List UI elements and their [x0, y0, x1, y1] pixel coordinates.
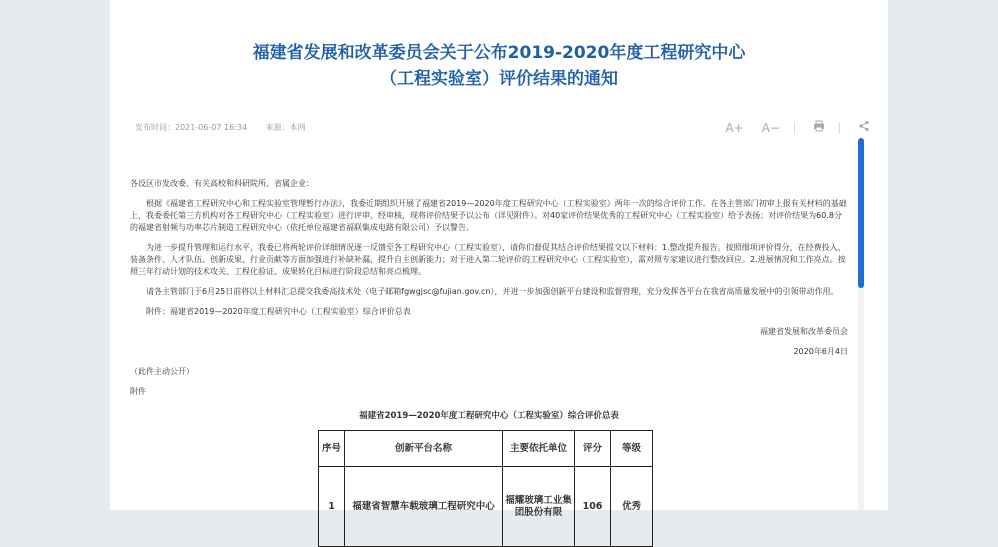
article-title-line1: 福建省发展和改革委员会关于公布2019-2020年度工程研究中心 — [252, 43, 746, 63]
article-toolbar — [707, 120, 870, 135]
sign-date: 2020年6月4日 — [793, 347, 848, 356]
column-header: 序号 — [319, 431, 345, 467]
table-cell: 1 — [319, 467, 345, 547]
article-body — [130, 178, 848, 547]
attachment-note: 附件：福建省2019—2020年度工程研究中心（工程实验室）综合评价总表 — [146, 307, 411, 316]
salutation: 各设区市发改委、有关高校和科研院所、省属企业： — [130, 179, 314, 188]
public-note: （此件主动公开） — [130, 367, 194, 376]
table-cell: 福耀玻璃工业集团股份有限 — [503, 467, 575, 547]
paragraph-3: 请各主管部门于6月25日前将以上材料汇总提交我委高技术处（电子邮箱fgwgjsc@fujian.gov.cn），并进一步加强创新平台建设和监督管理，充分发挥各平台在我省高质量发展中的引领带动作用。 — [146, 287, 839, 296]
paragraph-1: 根据《福建省工程研究中心和工程实验室管理暂行办法》，我委近期组织开展了福建省2019—2020年度工程研究中心（工程实验室）两年一次的综合评价工作。在各主管部门初审上报有关材料的基础上，我委委托第三方机构对各工程研究中心（工程实验室）进行评审。经审核，现将评价结果予以公布（详见附件）。对40家评价结果优秀的工程研究中心（工程实验室）给予表扬；对评价结果为60.8分的福建省射频与功率芯片制造工程研究中心（依托单位福建省福联集成电路有限公司）予以警告。 — [130, 199, 847, 232]
column-header: 主要依托单位 — [503, 431, 575, 467]
share-icon[interactable] — [858, 120, 870, 135]
column-header: 评分 — [575, 431, 611, 467]
paragraph-2: 为进一步提升管理和运行水平，我委已将两轮评价详细情况逐一反馈至各工程研究中心（工程实验室），请你们督促其结合评价结果提交以下材料：1.整改提升报告。按照细项评价得分，在经费投入、装备条件、人才队伍、创新成果、行业贡献等方面加强进行补缺补漏，提升自主创新能力；对于进入第二轮评价的工程研究中心（工程实验室），需对照专家建议进行整改回应。2.进展情况和工作亮点。按照三年行动计划的技术攻关、工程化验证、成果转化目标进行阶段总结和亮点梳理。 — [130, 243, 846, 276]
column-header: 创新平台名称 — [345, 431, 503, 467]
column-header: 等级 — [611, 431, 653, 467]
signer: 福建省发展和改革委员会 — [760, 327, 848, 336]
table-title: 福建省2019—2020年度工程研究中心（工程实验室）综合评价总表 — [359, 411, 619, 421]
table-header-row — [319, 431, 653, 467]
table-cell: 106 — [575, 467, 611, 547]
font-increase-button[interactable]: A+ — [725, 120, 744, 135]
table-cell: 福建省智慧车载玻璃工程研究中心 — [345, 467, 503, 547]
article-meta — [135, 122, 322, 133]
article-page — [110, 0, 888, 518]
scrollbar-thumb[interactable] — [858, 138, 864, 288]
article-source: 来源：本网 — [265, 123, 306, 132]
font-decrease-button[interactable]: A− — [761, 120, 780, 135]
article-title — [110, 40, 888, 92]
print-icon[interactable] — [813, 120, 825, 135]
table-row — [319, 467, 653, 547]
table-cell: 优秀 — [611, 467, 653, 547]
toolbar-divider — [839, 122, 840, 134]
appendix-label: 附件 — [130, 387, 146, 396]
publish-time: 发布时间：2021-06-07 16:34 — [135, 123, 248, 132]
toolbar-divider — [794, 122, 795, 134]
scrollbar[interactable] — [858, 138, 864, 510]
evaluation-table — [318, 430, 653, 547]
article-title-line2: （工程实验室）评价结果的通知 — [380, 69, 618, 89]
